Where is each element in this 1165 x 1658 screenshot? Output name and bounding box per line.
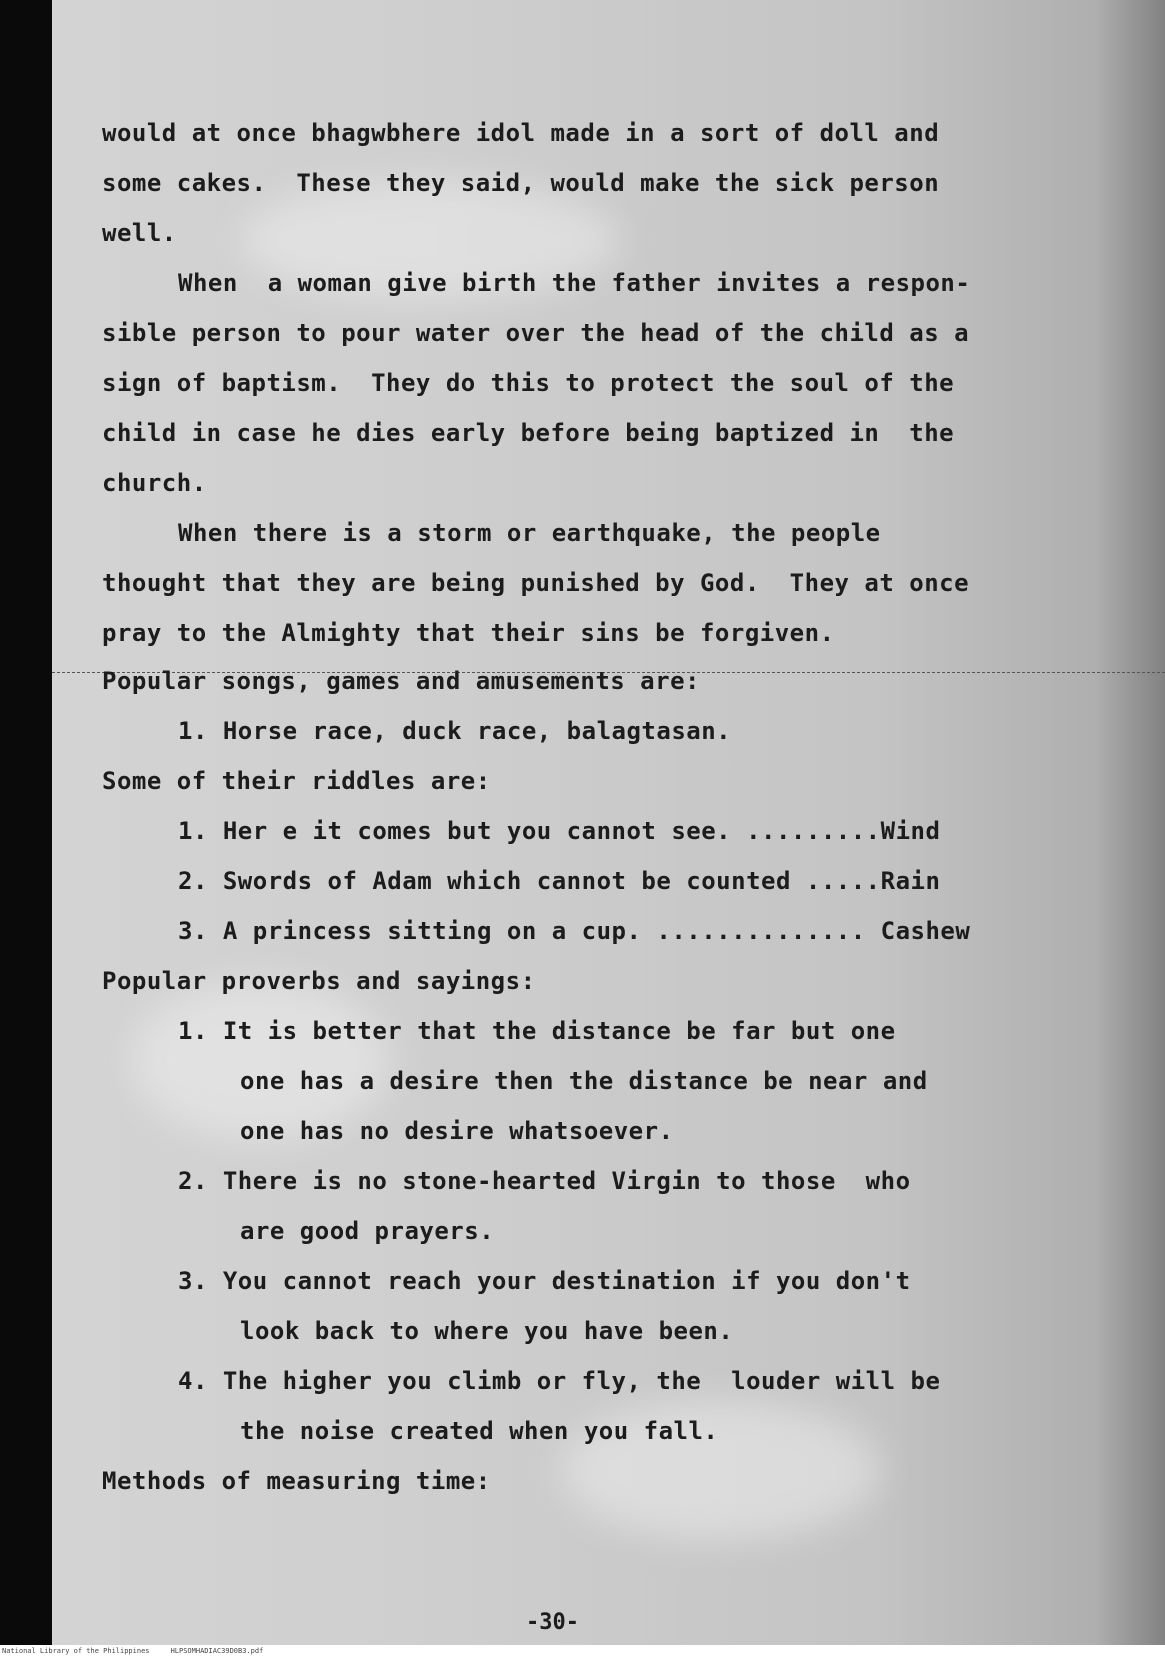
text-line: sible person to pour water over the head of the child as a <box>102 319 970 347</box>
list-item: 3. You cannot reach your destination if you don't <box>178 1267 911 1295</box>
page-number: -30- <box>526 1610 579 1635</box>
text-line: When a woman give birth the father invites a respon- <box>178 269 971 297</box>
section-heading: Some of their riddles are: <box>102 767 491 795</box>
list-item: 3. A princess sitting on a cup. .............. Cashew <box>178 917 971 945</box>
text-line: pray to the Almighty that their sins be forgiven. <box>102 619 835 647</box>
list-item-continuation: look back to where you have been. <box>240 1317 734 1345</box>
text-line: child in case he dies early before being baptized in the <box>102 419 955 447</box>
text-line: thought that they are being punished by God. They at once <box>102 569 970 597</box>
text-line: would at once bhagwbhere idol made in a sort of doll and <box>102 119 940 147</box>
text-line: When there is a storm or earthquake, the people <box>178 519 881 547</box>
footer-text: National Library of the Philippines HLPSOMHADIAC39D0B3.pdf <box>2 1647 264 1655</box>
list-item: 4. The higher you climb or fly, the louder will be <box>178 1367 941 1395</box>
section-heading: Popular songs, games and amusements are: <box>102 667 700 695</box>
text-line: sign of baptism. They do this to protect the soul of the <box>102 369 955 397</box>
text-line: well. <box>102 219 177 247</box>
section-heading: Popular proverbs and sayings: <box>102 967 536 995</box>
list-item-continuation: one has a desire then the distance be near and <box>240 1067 928 1095</box>
text-line: some cakes. These they said, would make the sick person <box>102 169 940 197</box>
list-item: 1. Her e it comes but you cannot see. .........Wind <box>178 817 941 845</box>
scan-border-band <box>0 0 52 1645</box>
list-item: 1. It is better that the distance be far but one <box>178 1017 896 1045</box>
list-item: 2. There is no stone-hearted Virgin to those who <box>178 1167 911 1195</box>
list-item-continuation: the noise created when you fall. <box>240 1417 719 1445</box>
list-item-continuation: are good prayers. <box>240 1217 495 1245</box>
text-line: church. <box>102 469 207 497</box>
scan-shadow <box>1095 0 1165 1645</box>
section-heading: Methods of measuring time: <box>102 1467 491 1495</box>
list-item: 2. Swords of Adam which cannot be counted .....Rain <box>178 867 941 895</box>
list-item-continuation: one has no desire whatsoever. <box>240 1117 674 1145</box>
list-item: 1. Horse race, duck race, balagtasan. <box>178 717 732 745</box>
